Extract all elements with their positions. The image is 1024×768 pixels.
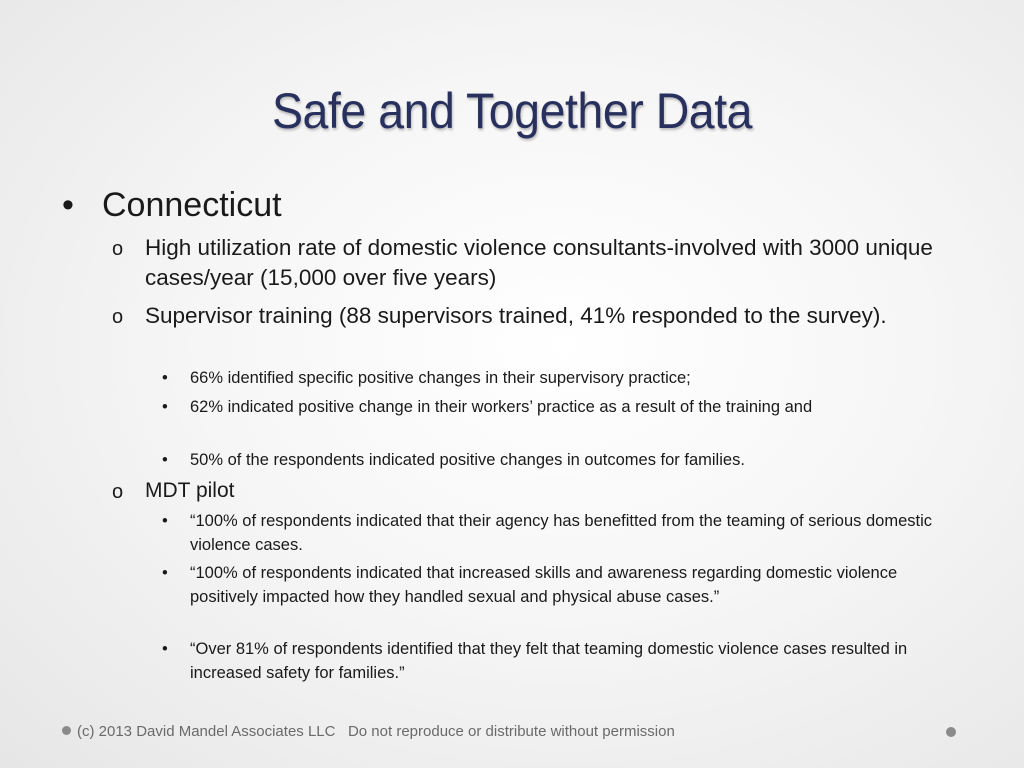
- circle-bullet-icon: o: [112, 238, 124, 260]
- bullet-icon: •: [162, 398, 168, 416]
- footer: [62, 723, 675, 740]
- sub-bullet-text: Supervisor training (88 supervisors trained, 41% responded to the survey).: [145, 303, 887, 328]
- sub-bullet-text: MDT pilot: [145, 479, 235, 502]
- detail-text: 50% of the respondents indicated positive changes in outcomes for families.: [190, 451, 745, 469]
- slide-number-dot-icon: [946, 727, 956, 737]
- footer-dot-icon: [62, 726, 71, 735]
- bullet-icon: •: [162, 564, 168, 582]
- bullet-text: Connecticut: [102, 186, 282, 224]
- detail-text: 62% indicated positive change in their workers’ practice as a result of the training and: [190, 398, 813, 416]
- footer-text: (c) 2013 David Mandel Associates LLC Do not reproduce or distribute without permission: [77, 723, 675, 740]
- circle-bullet-icon: o: [112, 306, 124, 328]
- bullet-icon: •: [162, 640, 168, 658]
- detail-text: “Over 81% of respondents identified that they felt that teaming domestic violence cases resulted in increased safety for families.”: [190, 640, 908, 682]
- circle-bullet-icon: o: [112, 481, 124, 503]
- bullet-icon: •: [62, 186, 74, 224]
- sub-bullet-text: High utilization rate of domestic violence consultants-involved with 3000 unique cases/year (15,000 over five years): [145, 235, 933, 290]
- detail-text: 66% identified specific positive changes in their supervisory practice;: [190, 369, 691, 387]
- bullet-icon: •: [162, 512, 168, 530]
- slide-title: Safe and Together Data: [271, 83, 753, 139]
- bullet-icon: •: [162, 451, 168, 469]
- detail-text: “100% of respondents indicated that increased skills and awareness regarding domestic violence positively impacted how they handled sexual and physical abuse cases.”: [190, 564, 898, 606]
- bullet-icon: •: [162, 369, 168, 387]
- detail-text: “100% of respondents indicated that their agency has benefitted from the teaming of serious domestic violence cases.: [190, 512, 933, 554]
